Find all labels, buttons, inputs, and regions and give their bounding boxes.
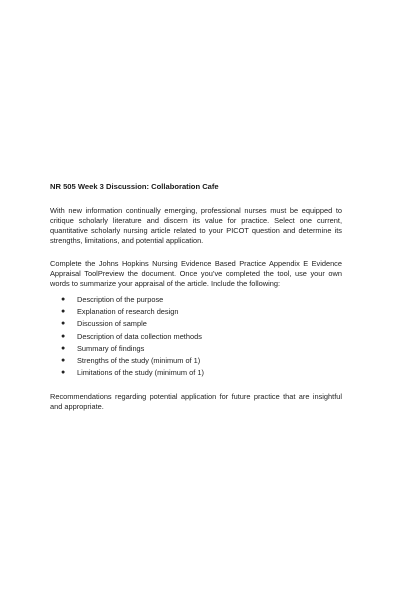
list-item-text: Summary of findings	[77, 343, 145, 353]
list-item-text: Explanation of research design	[77, 307, 179, 317]
list-item	[61, 306, 342, 318]
closing-paragraph: Recommendations regarding potential application for future practice that are insightful and appropriate.	[50, 392, 342, 412]
list-item	[61, 343, 342, 355]
list-item	[61, 331, 342, 343]
bullet-icon: ●	[61, 344, 66, 352]
bullet-icon: ●	[61, 369, 66, 377]
list-item	[61, 318, 342, 330]
intro-paragraph: With new information continually emerging, professional nurses must be equipped to critique scholarly literature and discern its value for practice. Select one current, quantitative scholarly nursing article related to your PICOT question and determine its strengths, limitations, and potential application.	[50, 206, 342, 245]
bullet-icon: ●	[61, 320, 66, 328]
list-item-text: Description of the purpose	[77, 295, 164, 304]
list-item	[61, 367, 342, 379]
list-item-text: Description of data collection methods	[77, 331, 202, 341]
list-item-text: Limitations of the study (minimum of 1)	[77, 368, 204, 378]
requirements-list	[50, 294, 342, 379]
document-body	[50, 182, 342, 425]
list-item-text: Discussion of sample	[77, 319, 147, 329]
list-item-text: Strengths of the study (minimum of 1)	[77, 356, 201, 366]
instructions-paragraph: Complete the Johns Hopkins Nursing Evidence Based Practice Appendix E Evidence Appraisal ToolPreview the document. Once you’ve completed the tool, use your own words to summarize your appraisal of the article. Include the following:	[50, 259, 342, 288]
document-title: NR 505 Week 3 Discussion: Collaboration Cafe	[50, 182, 219, 191]
list-item	[61, 294, 342, 306]
bullet-icon: ●	[61, 296, 66, 303]
list-item	[61, 355, 342, 367]
bullet-icon: ●	[61, 357, 66, 365]
bullet-icon: ●	[61, 308, 66, 316]
bullet-icon: ●	[61, 332, 66, 340]
